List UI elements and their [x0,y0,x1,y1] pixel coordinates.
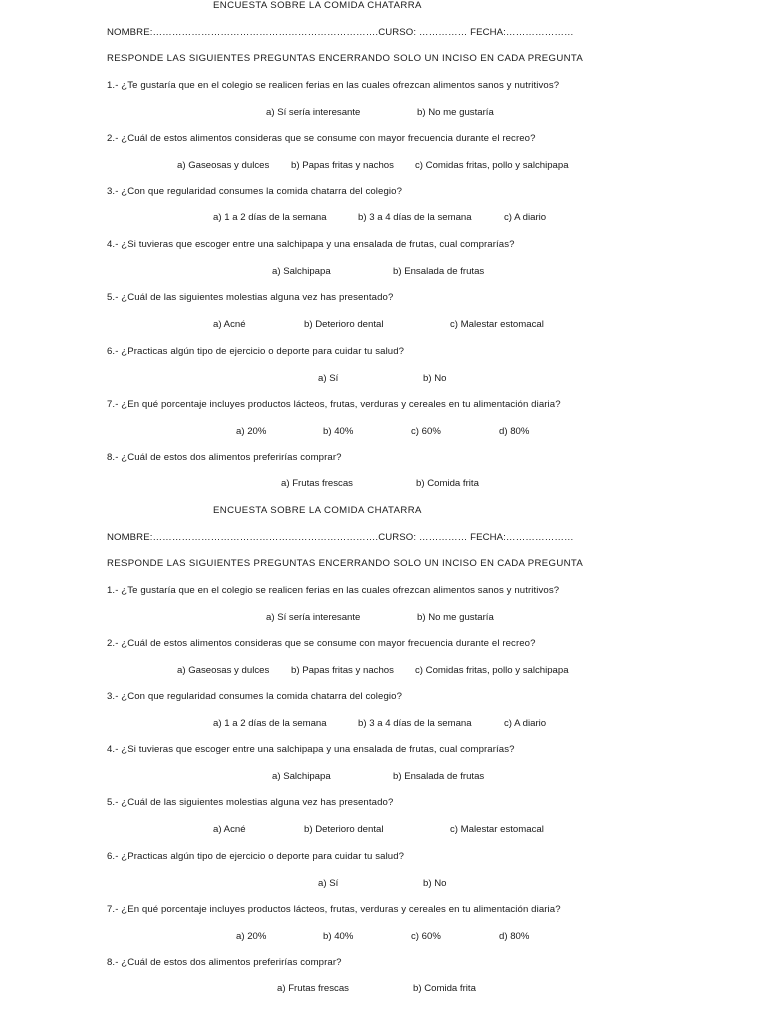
question-7: 7.- ¿En qué porcentaje incluyes productos lácteos, frutas, verduras y cereales en tu alimentación diaria? [107,904,561,915]
q2-option-c: c) Comidas fritas, pollo y salchipapa [415,665,569,676]
q7-option-a: a) 20% [236,931,267,942]
name-course-date-line: NOMBRE:…………………………………………………………….CURSO: …………… FECHA:………………… [107,27,574,38]
q5-option-b: b) Deterioro dental [304,824,384,835]
q3-option-a: a) 1 a 2 días de la semana [213,212,327,223]
q8-option-b: b) Comida frita [416,478,479,489]
q6-option-a: a) Sí [318,878,339,889]
q4-option-a: a) Salchipapa [272,266,331,277]
q6-option-b: b) No [423,878,447,889]
q4-option-b: b) Ensalada de frutas [393,771,485,782]
question-3: 3.- ¿Con que regularidad consumes la comida chatarra del colegio? [107,691,403,702]
q1-option-b: b) No me gustaría [417,612,494,623]
q2-option-b: b) Papas fritas y nachos [291,665,394,676]
q8-option-b: b) Comida frita [413,983,476,994]
q6-option-a: a) Sí [318,373,339,384]
q7-option-b: b) 40% [323,426,354,437]
q7-option-a: a) 20% [236,426,267,437]
q1-option-a: a) Sí sería interesante [266,107,361,118]
instruction: RESPONDE LAS SIGUIENTES PREGUNTAS ENCERRANDO SOLO UN INCISO EN CADA PREGUNTA [107,53,584,64]
question-3: 3.- ¿Con que regularidad consumes la comida chatarra del colegio? [107,186,403,197]
question-5: 5.- ¿Cuál de las siguientes molestias alguna vez has presentado? [107,292,394,303]
q3-option-b: b) 3 a 4 días de la semana [358,212,472,223]
q3-option-b: b) 3 a 4 días de la semana [358,718,472,729]
question-2: 2.- ¿Cuál de estos alimentos consideras que se consume con mayor frecuencia durante el recreo? [107,638,536,649]
question-5: 5.- ¿Cuál de las siguientes molestias alguna vez has presentado? [107,797,394,808]
q5-option-c: c) Malestar estomacal [450,824,544,835]
q1-option-a: a) Sí sería interesante [266,612,361,623]
q7-option-d: d) 80% [499,931,530,942]
question-8: 8.- ¿Cuál de estos dos alimentos preferirías comprar? [107,957,342,968]
q3-option-c: c) A diario [504,212,547,223]
survey-title: ENCUESTA SOBRE LA COMIDA CHATARRA [213,505,422,516]
question-6: 6.- ¿Practicas algún tipo de ejercicio o deporte para cuidar tu salud? [107,346,405,357]
q5-option-c: c) Malestar estomacal [450,319,544,330]
q2-option-c: c) Comidas fritas, pollo y salchipapa [415,160,569,171]
question-1: 1.- ¿Te gustaría que en el colegio se realicen ferias en las cuales ofrezcan alimentos sanos y nutritivos? [107,80,560,91]
question-4: 4.- ¿Si tuvieras que escoger entre una salchipapa y una ensalada de frutas, cual comprarías? [107,744,515,755]
q8-option-a: a) Frutas frescas [281,478,353,489]
q8-option-a: a) Frutas frescas [277,983,349,994]
q7-option-d: d) 80% [499,426,530,437]
q2-option-a: a) Gaseosas y dulces [177,665,270,676]
q7-option-b: b) 40% [323,931,354,942]
q2-option-b: b) Papas fritas y nachos [291,160,394,171]
q5-option-a: a) Acné [213,319,246,330]
q3-option-c: c) A diario [504,718,547,729]
question-4: 4.- ¿Si tuvieras que escoger entre una salchipapa y una ensalada de frutas, cual comprarías? [107,239,515,250]
q5-option-b: b) Deterioro dental [304,319,384,330]
instruction: RESPONDE LAS SIGUIENTES PREGUNTAS ENCERRANDO SOLO UN INCISO EN CADA PREGUNTA [107,558,584,569]
q6-option-b: b) No [423,373,447,384]
name-course-date-line: NOMBRE:…………………………………………………………….CURSO: …………… FECHA:………………… [107,532,574,543]
q7-option-c: c) 60% [411,426,441,437]
question-8: 8.- ¿Cuál de estos dos alimentos preferirías comprar? [107,452,342,463]
q2-option-a: a) Gaseosas y dulces [177,160,270,171]
q7-option-c: c) 60% [411,931,441,942]
q1-option-b: b) No me gustaría [417,107,494,118]
q3-option-a: a) 1 a 2 días de la semana [213,718,327,729]
question-7: 7.- ¿En qué porcentaje incluyes productos lácteos, frutas, verduras y cereales en tu alimentación diaria? [107,399,561,410]
q5-option-a: a) Acné [213,824,246,835]
q4-option-a: a) Salchipapa [272,771,331,782]
question-6: 6.- ¿Practicas algún tipo de ejercicio o deporte para cuidar tu salud? [107,851,405,862]
question-2: 2.- ¿Cuál de estos alimentos consideras que se consume con mayor frecuencia durante el recreo? [107,133,536,144]
q4-option-b: b) Ensalada de frutas [393,266,485,277]
survey-title: ENCUESTA SOBRE LA COMIDA CHATARRA [213,0,422,11]
question-1: 1.- ¿Te gustaría que en el colegio se realicen ferias en las cuales ofrezcan alimentos sanos y nutritivos? [107,585,560,596]
